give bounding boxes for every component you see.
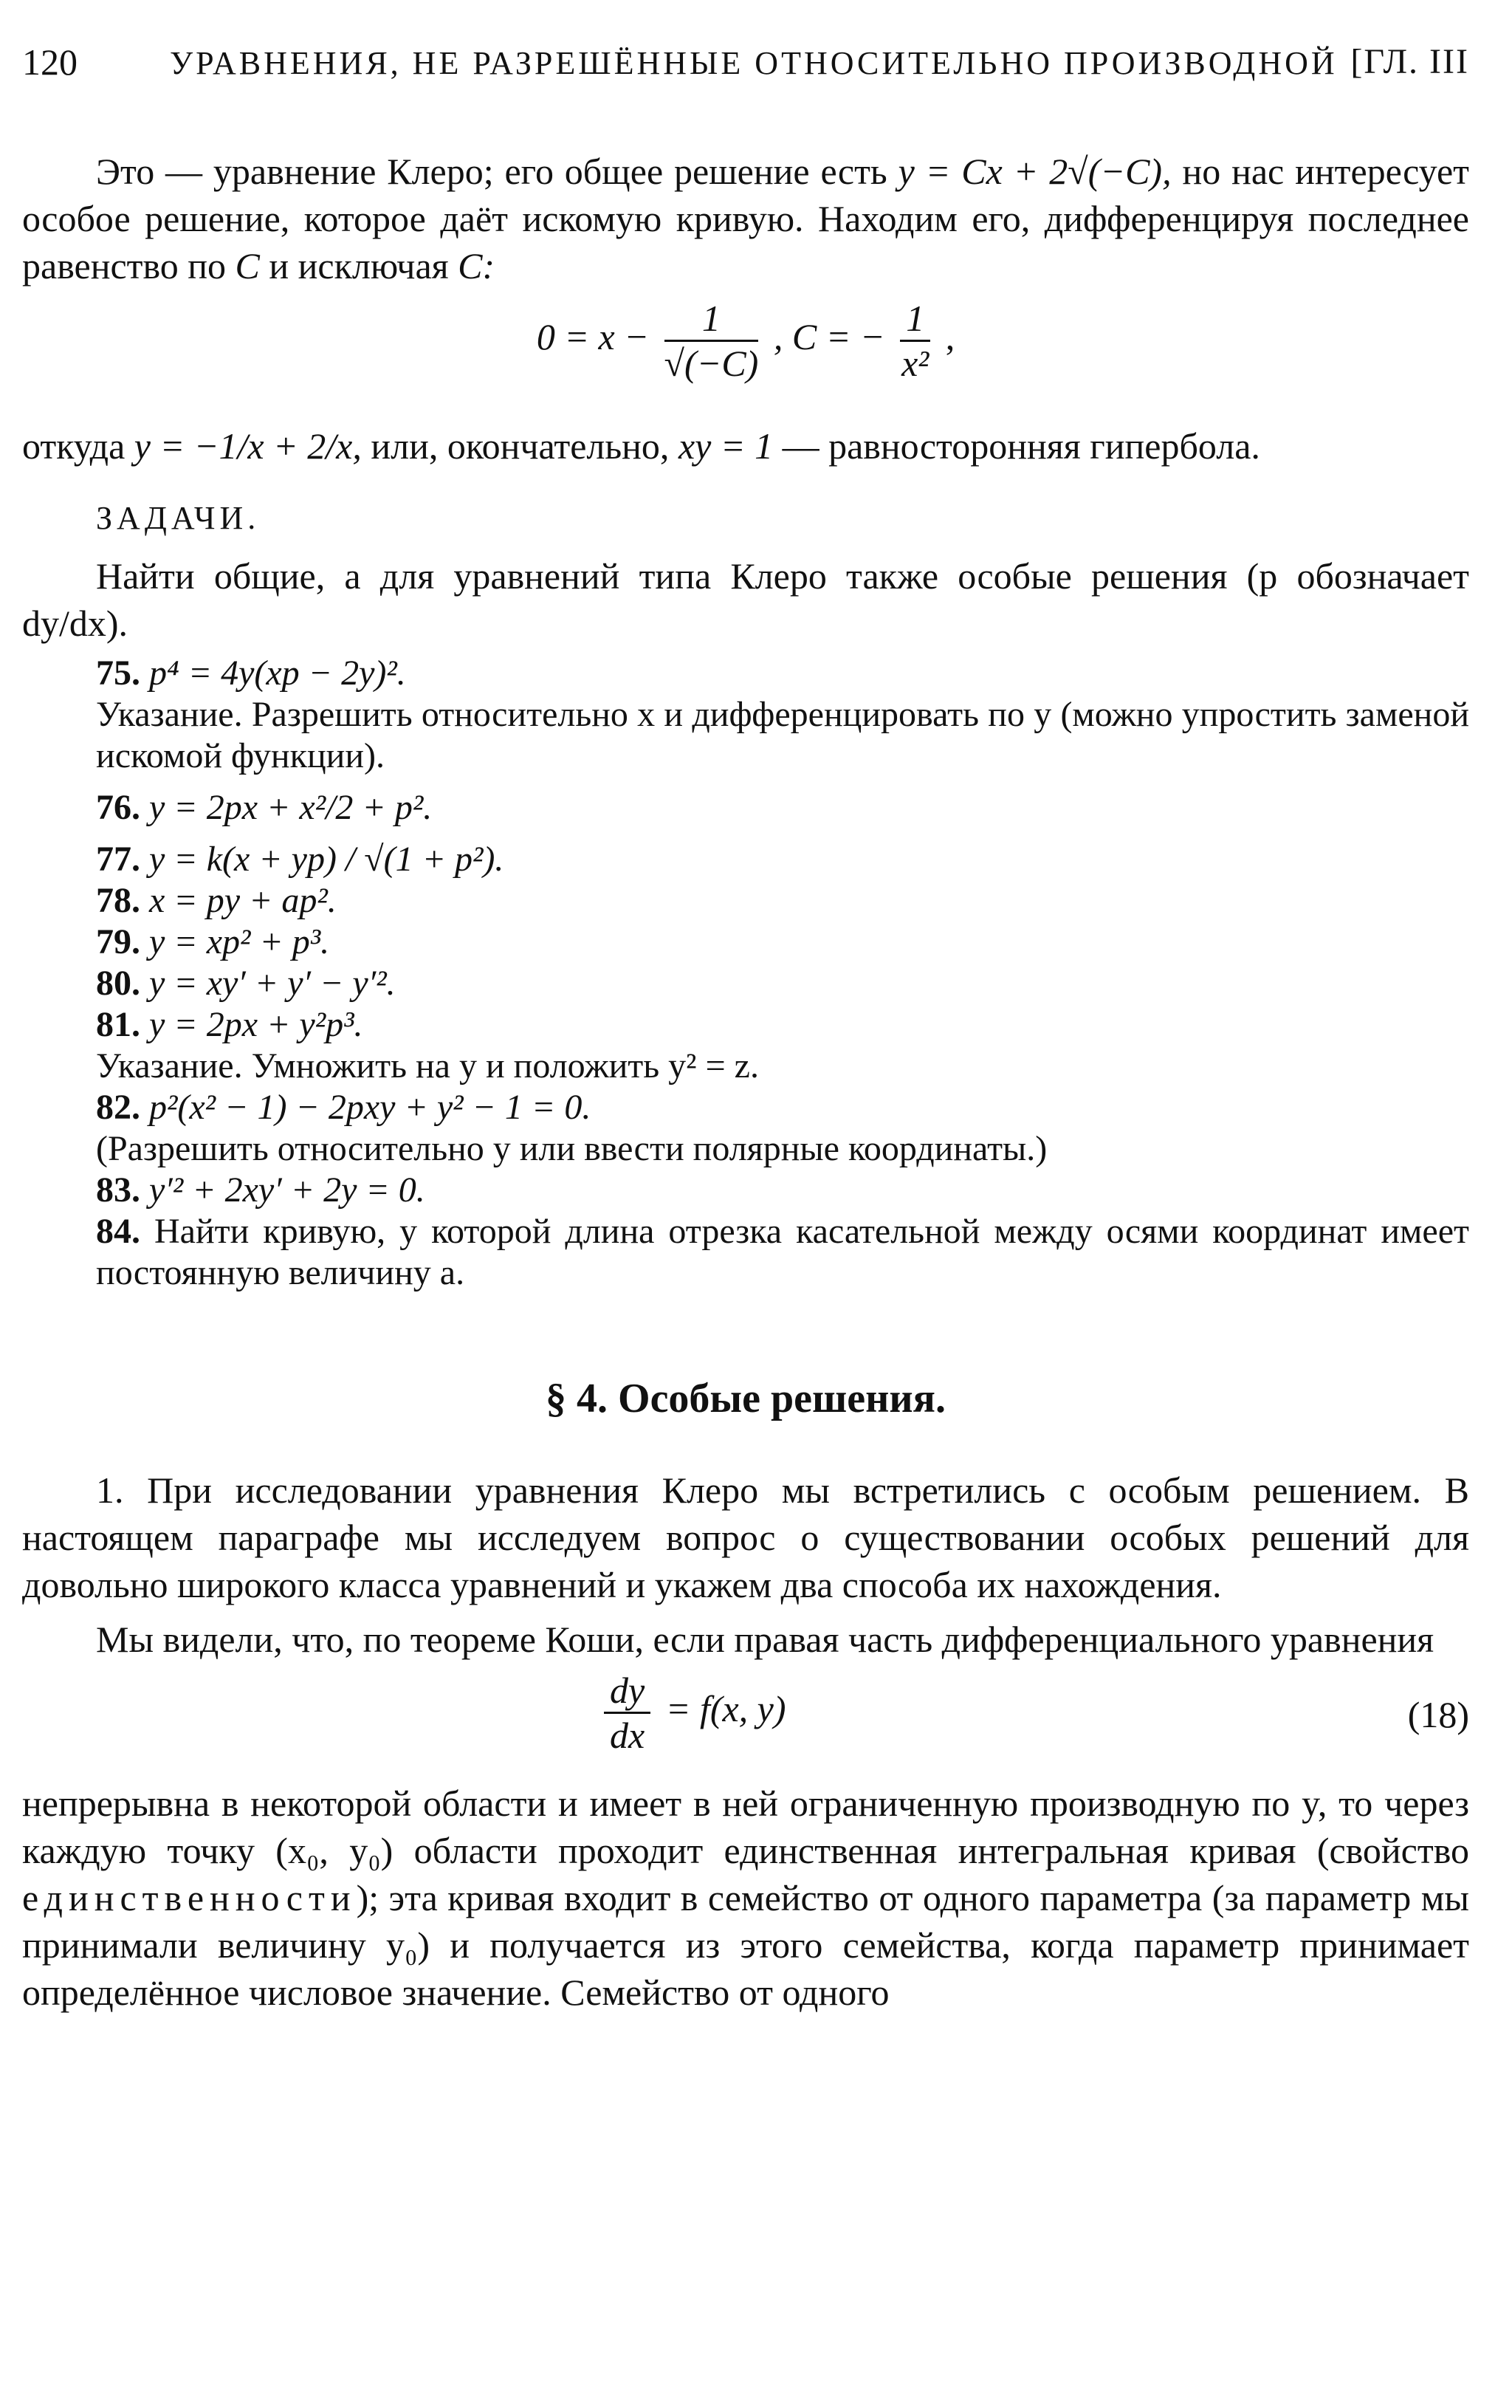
section-title: § 4. Особые решения. — [546, 1376, 946, 1421]
hint-82 — [96, 1128, 1469, 1170]
fraction-2-denominator: x² — [901, 343, 929, 384]
intro-text-2: но нас интересует особое решение, которое даёт искомую кривую. Находим его, дифференцируя последнее равенство по — [22, 151, 1469, 287]
running-title: УРАВНЕНИЯ, НЕ РАЗРЕШЁННЫЕ ОТНОСИТЕЛЬНО ПРОИЗВОДНОЙ — [170, 45, 1338, 81]
task-text: y = k(x + yp) / √(1 + p²). — [149, 840, 504, 879]
task-text: p⁴ = 4y(xp − 2y)². — [149, 654, 406, 693]
task-77 — [96, 839, 1469, 880]
formula-left: 0 = x − — [536, 315, 649, 357]
task-79 — [96, 922, 1469, 963]
running-header — [22, 22, 1469, 103]
task-number: 82. — [96, 1088, 140, 1127]
task-text: y = 2px + x²/2 + p². — [149, 788, 433, 827]
fraction-2-numerator: 1 — [900, 297, 930, 342]
result-text-1: откуда — [22, 425, 134, 467]
intro-paragraph — [22, 148, 1469, 289]
task-list — [22, 653, 1469, 1294]
task-text: p²(x² − 1) − 2pxy + y² − 1 = 0. — [149, 1088, 591, 1127]
result-text-2: или, окончательно, — [361, 425, 678, 467]
result-paragraph — [22, 422, 1469, 470]
section-paragraph-1: 1. При исследовании уравнения Клеро мы встретились с особым решением. В настоящем параграфе мы исследуем вопрос о существовании особых решений для довольно широкого класса уравнений и укажем два способа их нахождения. — [22, 1469, 1469, 1605]
fraction-1-numerator: 1 — [664, 297, 759, 342]
emphasized-term: единственности — [22, 1877, 357, 1918]
fraction-2 — [900, 297, 930, 385]
para3-text-2: ); эта кривая входит в семейство от одного параметра (за параметр мы принимали величину y₀) и получается из этого семейства, когда параметр принимает определённое числовое значение. Семейство от одного — [22, 1877, 1469, 2013]
fraction-1-denominator: √(−C) — [664, 343, 759, 384]
task-text: y = xp² + p³. — [149, 922, 330, 961]
page-number: 120 — [22, 41, 78, 83]
fraction-1 — [664, 297, 759, 385]
formula-middle: , C = − — [773, 315, 885, 357]
tasks-instruction: Найти общие, а для уравнений типа Клеро также особые решения (p обозначает dy/dx). — [22, 555, 1469, 644]
derivative-fraction — [604, 1669, 650, 1757]
task-83 — [96, 1170, 1469, 1211]
task-78 — [96, 880, 1469, 922]
equation-18 — [22, 1663, 1469, 1766]
tasks-heading: ЗАДАЧИ. — [96, 500, 261, 536]
section-paragraph-3 — [22, 1780, 1469, 2016]
task-text: Найти кривую, у которой длина отрезка касательной между осями координат имеет постоянную величину a. — [96, 1212, 1470, 1292]
intro-text-3: и исключая — [259, 245, 458, 287]
hyperbola-formula: xy = 1 — [678, 425, 774, 467]
hint-text: Указание. Разрешить относительно x и дифференцировать по y (можно упростить заменой искомой функции). — [96, 695, 1469, 775]
task-number: 79. — [96, 922, 140, 961]
task-number: 77. — [96, 840, 140, 879]
task-number: 84. — [96, 1212, 140, 1251]
display-formula-differentiation — [22, 297, 1469, 408]
task-number: 76. — [96, 788, 140, 827]
task-text: x = py + ap². — [149, 881, 337, 920]
var-c: C — [235, 245, 260, 287]
task-text: y = xy′ + y′ − y′². — [149, 964, 396, 1003]
hint-text: (Разрешить относительно y или ввести полярные координаты.) — [96, 1129, 1048, 1168]
task-number: 75. — [96, 654, 140, 693]
task-number: 83. — [96, 1170, 140, 1210]
equation-18-body — [598, 1669, 786, 1757]
chapter-mark: [ГЛ. III — [1350, 42, 1469, 81]
result-formula: y = −1/x + 2/x, — [134, 425, 362, 467]
equation-number: (18) — [1407, 1694, 1469, 1735]
formula-end: , — [945, 315, 955, 357]
task-75 — [96, 653, 1469, 694]
derivative-numerator: dy — [604, 1669, 650, 1714]
var-c-2: C: — [458, 245, 495, 287]
task-number: 78. — [96, 881, 140, 920]
task-80 — [96, 963, 1469, 1004]
task-number: 80. — [96, 964, 140, 1003]
task-number: 81. — [96, 1005, 140, 1044]
clairaut-general-solution: y = Cx + 2√(−C), — [898, 151, 1172, 192]
page — [22, 22, 1469, 2016]
task-text: y = 2px + y²p³. — [149, 1005, 363, 1044]
intro-text-1: Это — уравнение Клеро; его общее решение есть — [96, 151, 898, 192]
hint-81 — [96, 1046, 1469, 1087]
task-81 — [96, 1004, 1469, 1046]
task-82 — [96, 1087, 1469, 1128]
para3-text-1: непрерывна в некоторой области и имеет в ней ограниченную производную по y, то через каждую точку (x₀, y₀) области проходит единственная интегральная кривая (свойство — [22, 1783, 1469, 1871]
task-76 — [96, 787, 1469, 829]
section-paragraph-2: Мы видели, что, по теореме Коши, если правая часть дифференциального уравнения — [96, 1619, 1434, 1660]
hint-text: Указание. Умножить на y и положить y² = z. — [96, 1046, 759, 1085]
hint-75 — [22, 694, 1469, 777]
task-text: y′² + 2xy′ + 2y = 0. — [149, 1170, 425, 1210]
result-text-3: — равносторонняя гипербола. — [773, 425, 1260, 467]
equation-rhs: = f(x, y) — [665, 1687, 786, 1729]
derivative-denominator: dx — [610, 1715, 645, 1756]
task-84 — [22, 1211, 1469, 1294]
